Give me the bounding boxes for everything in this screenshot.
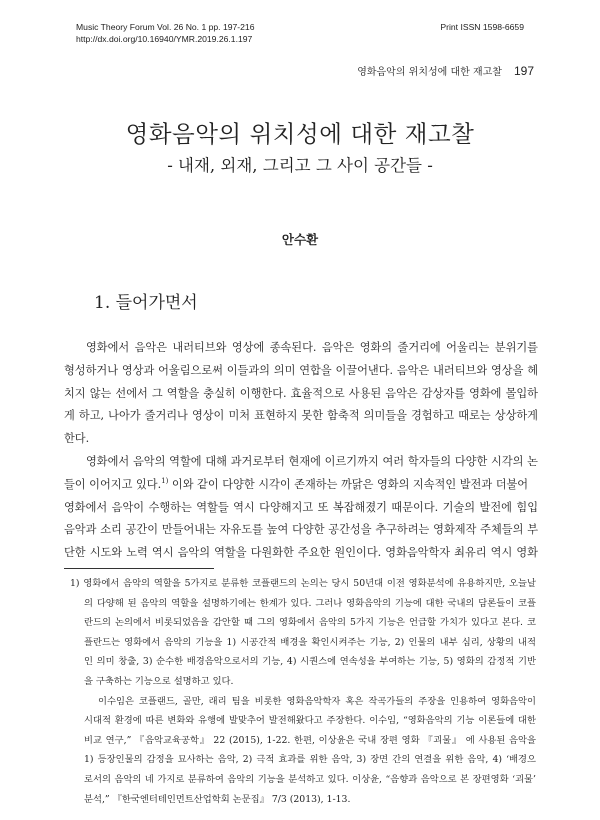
- page-number: 197: [513, 64, 534, 78]
- author-name: 안수환: [281, 232, 319, 247]
- body-line: 형성하거나 영상과 어울림으로써 이들과의 의미 연합을 이끌어낸다. 음악은 내러티브와 영상을 헤: [64, 363, 538, 377]
- footnote-line: 인 의미 창출, 3) 순수한 배경음악으로서의 기능, 4) 시퀀스에 연속성을 부여하는 기능, 5) 영화의 감정적 기반: [84, 656, 536, 668]
- paragraph-1: [64, 337, 538, 451]
- running-header: [357, 63, 534, 78]
- footnote-line: 분석,” 『한국엔터테인먼트산업학회 논문집』 7/3 (2013), 1-13.: [84, 793, 351, 805]
- body-text: 들이 이어지고 있다.: [64, 477, 162, 491]
- body-line: 게 하고, 나아가 줄거리나 영상이 미처 표현하지 못한 함축적 의미들을 경험하고 때로는 상상하게: [64, 409, 538, 423]
- body-line: 치지 않는 선에서 그 역할을 충실히 이행한다. 효율적으로 사용된 음악은 감상자를 영화에 몰입하: [64, 386, 538, 400]
- body-line: 영화에서 음악이 수행하는 역할들 역시 다양해지고 또 복잡해졌기 때문이다. 기술의 발전에 힘입: [64, 500, 538, 514]
- paper-subtitle: - 내재, 외재, 그리고 그 사이 공간들 -: [167, 156, 433, 175]
- body-line: [64, 474, 538, 497]
- issn: Print ISSN 1598-6659: [440, 22, 524, 32]
- doi-link[interactable]: http://dx.doi.org/10.16940/YMR.2019.26.1.197: [76, 33, 253, 44]
- footnote-line: 의 다양해 된 음악의 역할을 설명하기에는 한계가 있다. 그러나 영화음악의 기능에 대한 국내의 담론들이 코플: [84, 597, 536, 609]
- footnote-line: 시대적 환경에 따른 변화와 유행에 발맞추어 발전해왔다고 주장한다. 이수임, “영화음악의 기능 이론들에 대한: [84, 715, 536, 727]
- footnote-line: 비교 연구,” 『음악교육공학』 22 (2015), 1-22. 한편, 이상윤은 국내 장편 영화 『괴물』 에 사용된 음악을: [84, 734, 536, 746]
- body-text: 이와 같이 다양한 시각이 존재하는 까닭은 영화의 지속적인 발전과 더불어: [171, 477, 529, 491]
- body-line: 한다.: [64, 432, 90, 446]
- footnote-line: 1) 등장인물의 감정을 묘사하는 음악, 2) 극적 효과를 위한 음악, 3) 장면 간의 연결을 위한 음악, 4) ‘배경으: [84, 754, 536, 766]
- running-title: 영화음악의 위치성에 대한 재고찰: [357, 67, 502, 78]
- footnote-line: 1) 영화에서 음악의 역할을 5가지로 분류한 코플랜드의 논의는 당시 50년대 이전 영화분석에 유용하지만, 오늘날: [70, 578, 536, 589]
- footnote-line: 플란드는 영화에서 음악의 기능을 1) 시공간적 배경을 확인시켜주는 기능, 2) 인물의 내부 심리, 상황의 내적: [84, 636, 536, 648]
- footnote-ref[interactable]: 1): [161, 476, 169, 485]
- journal-citation: Music Theory Forum Vol. 26 No. 1 pp. 197-216: [76, 22, 255, 32]
- section-heading: 1. 들어가면서: [94, 293, 198, 313]
- footnote-line: 을 구축하는 기능으로 설명하고 있다.: [84, 675, 234, 687]
- body-line: 영화에서 음악은 내러티브와 영상에 종속된다. 음악은 영화의 줄거리에 어울리는 분위기를: [86, 341, 538, 354]
- body-line: 영화에서 음악의 역할에 대해 과거로부터 현재에 이르기까지 여러 학자들의 다양한 시각의 논: [86, 455, 538, 468]
- footnote-line: 이수임은 코플랜드, 골만, 래리 팀을 비롯한 영화음악학자 혹은 작곡가들의 주장을 인용하여 영화음악이: [98, 695, 536, 707]
- journal-info: [76, 22, 255, 45]
- body-line: 음악과 소리 공간이 만들어내는 자유도를 높여 다양한 공간성을 추구하려는 영화제작 주체들의 부: [64, 523, 538, 537]
- paper-title: 영화음악의 위치성에 대한 재고찰: [125, 120, 475, 148]
- paragraph-2: [64, 451, 538, 565]
- footnote-line: 란드의 논의에서 비롯되었음을 감안할 때 그의 영화에서 음악의 5가지 기능은 언급할 가치가 있다고 본다. 코: [84, 617, 536, 629]
- body-line: 단한 시도와 노력 역시 음악의 역할을 다원화한 주요한 원인이다. 영화음악학자 최유리 역시 영화: [64, 546, 538, 560]
- footnote-line: 로서의 음악의 네 가지로 분류하여 음악의 기능을 분석하고 있다. 이상윤, “음향과 음악으로 본 장편영화 ‘괴물’: [84, 773, 536, 785]
- footnote-divider: [64, 568, 214, 569]
- footnotes: [70, 574, 536, 809]
